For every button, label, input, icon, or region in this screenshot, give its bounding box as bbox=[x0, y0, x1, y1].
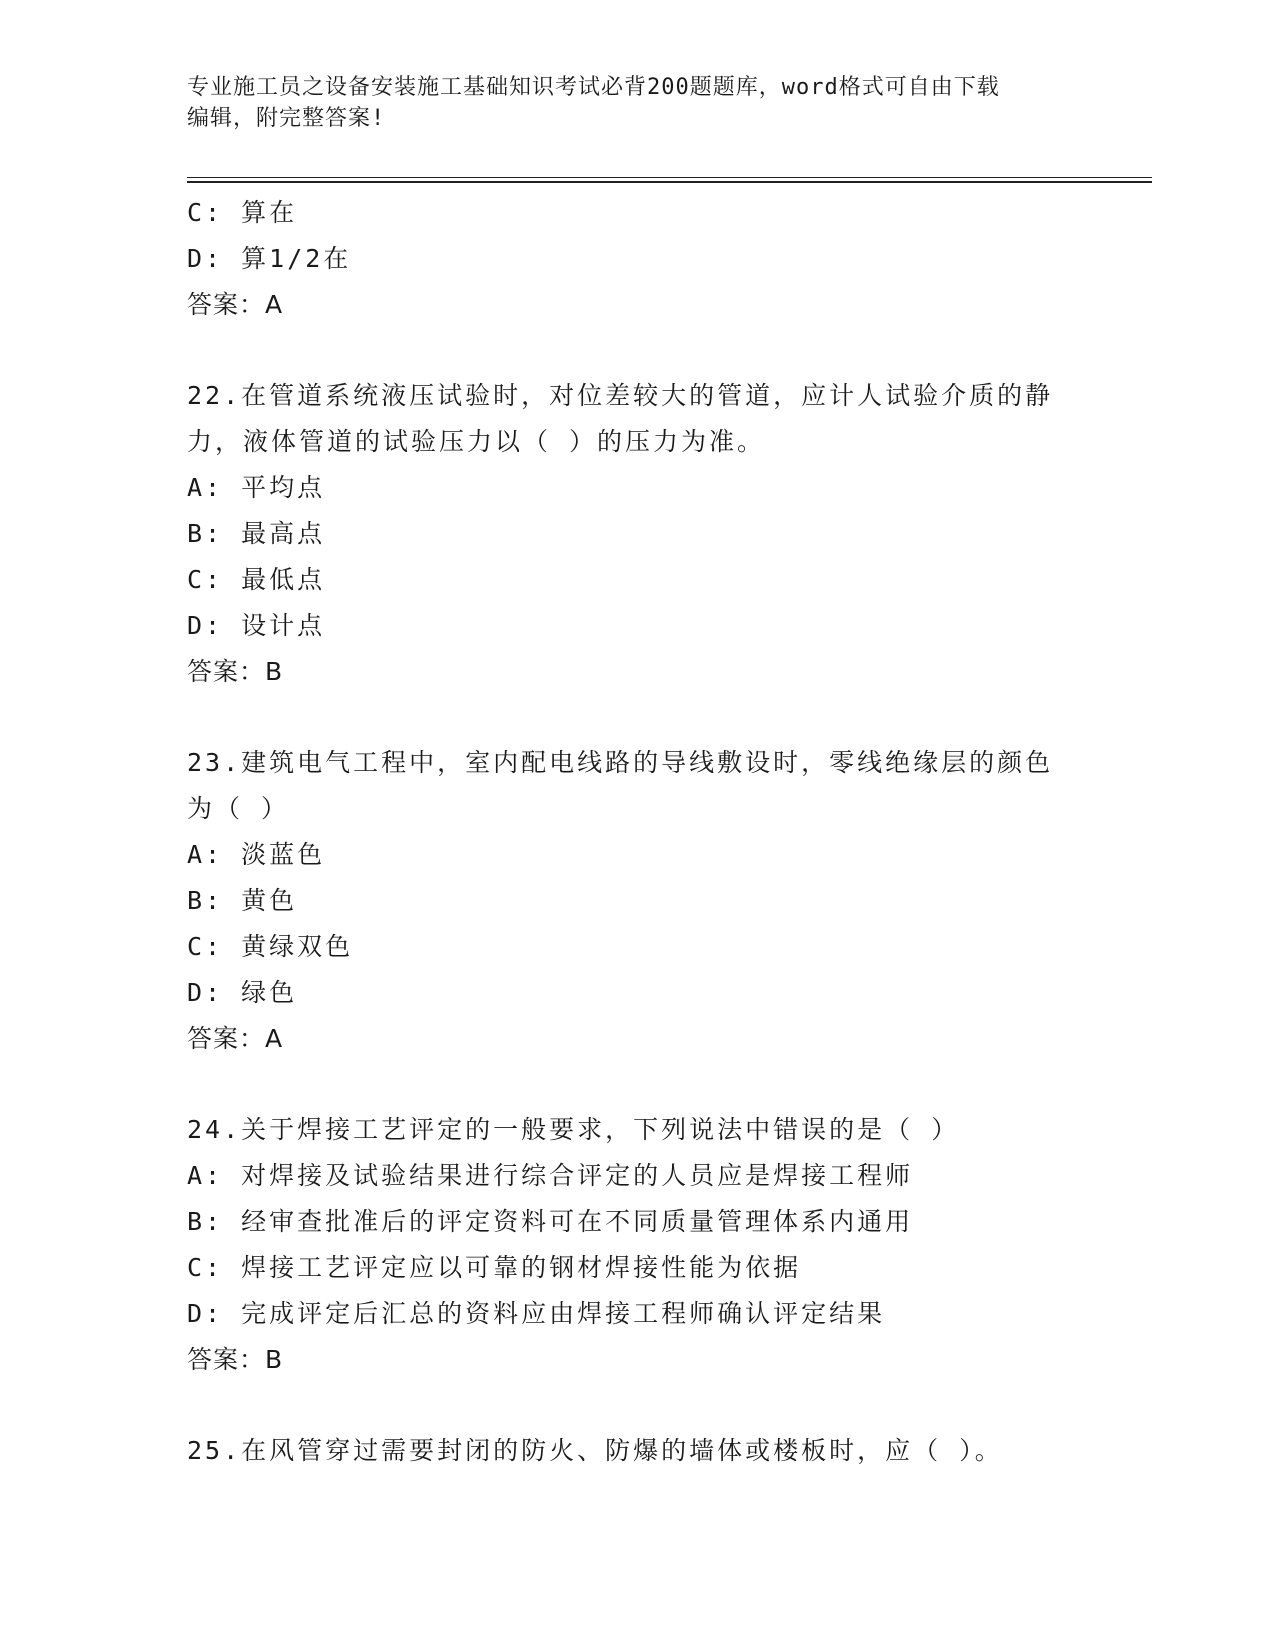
question-text-line: 22.在管道系统液压试验时，对位差较大的管道，应计人试验介质的静 bbox=[187, 381, 1054, 410]
question-text-line: 25.在风管穿过需要封闭的防火、防爆的墙体或楼板时，应（ ）。 bbox=[187, 1436, 1003, 1465]
question-24 bbox=[187, 1107, 1087, 1383]
option-c: C: 黄绿双色 bbox=[187, 932, 354, 961]
option-c: C: 最低点 bbox=[187, 565, 326, 594]
answer-line: 答案：B bbox=[187, 657, 284, 686]
option-b: B: 黄色 bbox=[187, 886, 298, 915]
option-b: B: 经审查批准后的评定资料可在不同质量管理体系内通用 bbox=[187, 1207, 914, 1236]
option-d: D: 绿色 bbox=[187, 978, 298, 1007]
question-23 bbox=[187, 740, 1087, 1062]
question-22 bbox=[187, 373, 1087, 695]
option-d: D: 完成评定后汇总的资料应由焊接工程师确认评定结果 bbox=[187, 1299, 886, 1328]
header-title-line-1: 专业施工员之设备安装施工基础知识考试必背200题题库，word格式可自由下载 bbox=[187, 75, 1000, 100]
option-c: C: 算在 bbox=[187, 198, 298, 227]
question-25 bbox=[187, 1428, 1087, 1474]
answer-line: 答案：A bbox=[187, 290, 284, 319]
question-text-line: 24.关于焊接工艺评定的一般要求，下列说法中错误的是（ ） bbox=[187, 1115, 960, 1144]
answer-line: 答案：B bbox=[187, 1345, 284, 1374]
option-a: A: 淡蓝色 bbox=[187, 840, 326, 869]
option-a: A: 对焊接及试验结果进行综合评定的人员应是焊接工程师 bbox=[187, 1161, 914, 1190]
header-divider-thick bbox=[187, 181, 1152, 183]
question-list bbox=[187, 190, 1087, 1474]
option-a: A: 平均点 bbox=[187, 473, 326, 502]
question-text-line: 23.建筑电气工程中，室内配电线路的导线敷设时，零线绝缘层的颜色 bbox=[187, 748, 1054, 777]
header-divider bbox=[187, 177, 1152, 178]
option-d: D: 算1/2在 bbox=[187, 244, 352, 273]
option-c: C: 焊接工艺评定应以可靠的钢材焊接性能为依据 bbox=[187, 1253, 802, 1282]
question-text-line: 力，液体管道的试验压力以（ ）的压力为准。 bbox=[187, 427, 766, 456]
option-b: B: 最高点 bbox=[187, 519, 326, 548]
header-title-line-2: 编辑，附完整答案! bbox=[187, 106, 386, 131]
page-header bbox=[187, 72, 1067, 134]
answer-line: 答案：A bbox=[187, 1024, 284, 1053]
option-d: D: 设计点 bbox=[187, 611, 326, 640]
question-text-line: 为（ ） bbox=[187, 794, 290, 823]
question-21-tail bbox=[187, 190, 1087, 328]
